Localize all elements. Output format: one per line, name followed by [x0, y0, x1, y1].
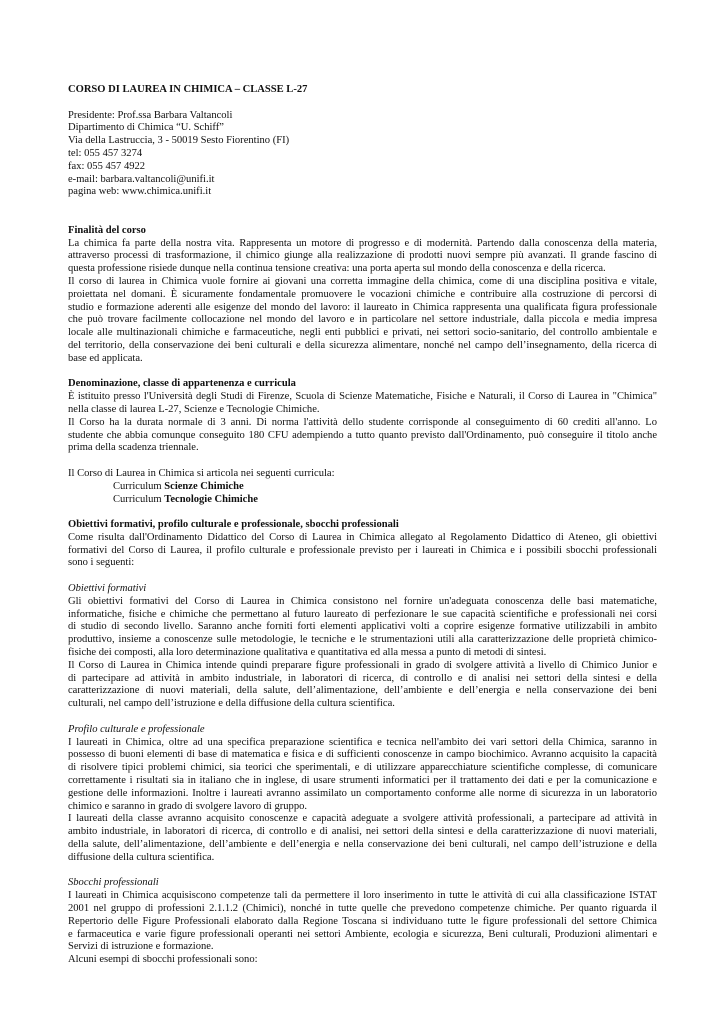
paragraph-line: fisiche dei composti, alla loro determinazione qualitativa e quantitativa ed alla messa a punto di metodi di sintesi.	[68, 647, 547, 659]
paragraph-line: possesso di buoni elementi di base di matematica e fisica e di sufficienti conoscenze in campo biochimico. Avranno acquisito la capacità	[68, 749, 657, 761]
paragraph-line: locale alle multinazionali chimiche e farmaceutiche, negli enti pubblici e privati, nei settori socio-sanitario, del controllo ambientale e	[68, 327, 657, 339]
curricula-intro: Il Corso di Laurea in Chimica si articola nei seguenti curricula:	[68, 467, 335, 479]
paragraph-line: 2001 nel gruppo di professioni 2.1.1.2 (Chimici), nonché in tutte quelle che prevedono competenze chimiche. Per quanto riguarda il	[68, 903, 657, 914]
paragraph-line: chimico e saranno in grado di svolgere lavoro di gruppo.	[68, 800, 307, 812]
paragraph-line: I laureati in Chimica, oltre ad una specifica preparazione scientifica e tecnica nell'ambito dei vari settori della Chimica, saranno in	[68, 736, 657, 748]
paragraph-line: Alcuni esempi di sbocchi professionali sono:	[68, 954, 258, 966]
paragraph-line: di risolvere tipici problemi chimici, sia teorici che sperimentali, e di utilizzare apparecchiature scientifiche complesse, di comunicare	[68, 762, 657, 774]
paragraph-line: gestione delle informazioni. Inoltre i laureati avranno assimilato un comportamento conforme alle norme di sicurezza in un laboratorio	[68, 787, 657, 799]
paragraph-line: Servizi di istruzione e formazione.	[68, 941, 214, 953]
contact-email: e-mail: barbara.valtancoli@unifi.it	[68, 173, 215, 185]
paragraph-line: prima della scadenza triennale.	[68, 442, 199, 454]
section-finalita	[68, 225, 657, 366]
paragraph-line: sono i seguenti:	[68, 557, 135, 569]
paragraph-line: produttivo, insieme a conoscenze sulle metodologie, le tecniche e le strumentazioni utili alla caratterizzazione delle proprietà chimico-	[68, 634, 657, 646]
section-heading: Denominazione, classe di appartenenza e curricula	[68, 378, 296, 390]
paragraph-line: Il Corso di Laurea in Chimica intende quindi preparare figure professionali in grado di svolgere attività a livello di Chimico Junior e	[68, 659, 657, 671]
contact-fax: fax: 055 457 4922	[68, 160, 146, 172]
paragraph-line: nella classe di laurea L-27, Scienze e Tecnologie Chimiche.	[68, 403, 320, 415]
contact-block	[68, 110, 657, 200]
contact-department: Dipartimento di Chimica “U. Schiff”	[68, 122, 224, 134]
paragraph-line: I laureati in Chimica acquisiscono competenze tali da permettere il loro inserimento in tutte le attività di cui alla classificazione ISTAT	[68, 890, 657, 902]
contact-tel: tel: 055 457 3274	[68, 147, 143, 159]
paragraph-line: Il Corso ha la durata normale di 3 anni. Di norma l'attività dello studente corrisponde al conseguimento di 60 crediti all'anno. Lo	[68, 416, 657, 428]
paragraph-line: informatiche, fisiche e chimiche che permettano al futuro laureato di perfezionare le sue capacità scientifiche e professionali nei corsi	[68, 608, 657, 620]
subsection-heading: Profilo culturale e professionale	[68, 723, 205, 735]
paragraph-line: diffusione della cultura scientifica.	[68, 851, 215, 863]
paragraph-line: caratterizzazione di nuovi materiali, della salute, dell’alimentazione, dell’ambiente e dell’energia e nella conservazione dei beni	[68, 685, 657, 697]
paragraph-line: base ed applicata.	[68, 352, 143, 364]
paragraph-line: Gli obiettivi formativi del Corso di Laurea in Chimica consistono nel fornire un'adeguata conoscenza delle basi matematiche,	[68, 595, 657, 607]
paragraph-line: Repertorio delle Figure Professionali elaborato dalla Regione Toscana si individuano tutte le figure professionali del settore Chimica	[68, 915, 657, 927]
subsection-heading: Sbocchi professionali	[68, 877, 159, 889]
paragraph-line: ambito industriale, in laboratori di ricerca, di controllo e di analisi, nei settori della sintesi e della caratterizzazione di nuovi materiali,	[68, 826, 657, 838]
paragraph-line: correttamente i risultati sia in italiano che in inglese, di usare strumenti informatici per il trattamento dei dati e per la comunicazione e	[68, 775, 657, 787]
paragraph-line: di partecipare ad attività in ambito industriale, in laboratori di ricerca, di controllo e di analisi nei settori della sintesi e della	[68, 672, 657, 684]
paragraph-line: di studio di secondo livello. Saranno anche forniti forti elementi applicativi volti a coprire esigenze formative utilizzabili in ambito	[68, 621, 657, 633]
paragraph-line: È istituito presso l'Università degli Studi di Firenze, Scuola di Scienze Matematiche, Fisiche e Naturali, il Corso di Laurea in "Chimica"	[68, 391, 657, 403]
contact-website: pagina web: www.chimica.unifi.it	[68, 186, 212, 198]
paragraph-line: Come risulta dall'Ordinamento Didattico del Corso di Laurea in Chimica allegato al Regolamento Didattico di Ateneo, gli obiettivi	[68, 531, 657, 543]
contact-president: Presidente: Prof.ssa Barbara Valtancoli	[68, 109, 233, 121]
section-obiettivi	[68, 519, 657, 967]
paragraph-line: del territorio, della conservazione dei beni culturali e della sicurezza alimentare, nonché nel campo dell’insegnamento, della ricerca di	[68, 339, 657, 351]
paragraph-line: I laureati della classe avranno acquisito conoscenze e capacità adeguate a svolgere attività professionali, a partecipare ad attività in	[68, 813, 657, 825]
paragraph-line: studente che abbia comunque conseguito 180 CFU adempiendo a tutto quanto previsto dall'Ordinamento, può conseguire il titolo anche	[68, 429, 657, 441]
paragraph-line: proiettata nel domani. È sicuramente fondamentale promuovere le vocazioni chimiche e contribuire alla costruzione di percorsi di	[68, 288, 657, 300]
paragraph-line: che può trovare facilmente collocazione nel mondo del lavoro e in particolare nel settore industriale, dalla piccola e media impresa	[68, 314, 657, 326]
paragraph-line: e farmaceutica e varie figure professionali operanti nei settori Ambiente, ecologia e sicurezza, Beni culturali, Produzioni alimentari e	[68, 928, 657, 940]
section-heading: Finalità del corso	[68, 224, 146, 236]
subsection-heading: Obiettivi formativi	[68, 583, 147, 595]
paragraph-line: questa professione risiede dunque nella continua tensione creativa: una porta aperta sul mondo della conoscenza e della ricerca.	[68, 263, 606, 275]
section-denominazione	[68, 378, 657, 506]
paragraph-line: La chimica fa parte della nostra vita. Rappresenta un motore di progresso e di modernità. Partendo dalla conoscenza della materia,	[68, 237, 657, 249]
contact-address: Via della Lastruccia, 3 - 50019 Sesto Fiorentino (FI)	[68, 135, 290, 147]
paragraph-line: studio e formazione aderenti alle esigenze del mondo del lavoro: il laureato in Chimica rappresenta una qualificata figura professionale	[68, 301, 657, 313]
section-heading: Obiettivi formativi, profilo culturale e professionale, sbocchi professionali	[68, 519, 399, 531]
curriculum-item: Curriculum Scienze Chimiche	[113, 480, 244, 492]
paragraph-line: culturali, nel campo dell’istruzione e della diffusione della cultura scientifica.	[68, 698, 395, 710]
paragraph-line: Il corso di laurea in Chimica vuole fornire ai giovani una corretta immagine della chimica, come di una disciplina positiva e vitale,	[68, 275, 657, 287]
document-title: CORSO DI LAUREA IN CHIMICA – CLASSE L-27	[68, 84, 308, 95]
curriculum-item: Curriculum Tecnologie Chimiche	[113, 493, 258, 505]
paragraph-line: formativi del Corso di Laurea, il profilo culturale e professionale previsto per i laureati in Chimica e i possibili sbocchi professionali	[68, 544, 657, 556]
paragraph-line: della salute, dell’alimentazione, dell’ambiente e dell’energia e nella conservazione dei beni culturali, nel campo dell’istruzione e della	[68, 839, 657, 851]
paragraph-line: attraverso processi di trasformazione, il chimico giunge alla realizzazione di prodotti nuovi sempre più avanzati. Il grande fascino di	[68, 250, 657, 262]
